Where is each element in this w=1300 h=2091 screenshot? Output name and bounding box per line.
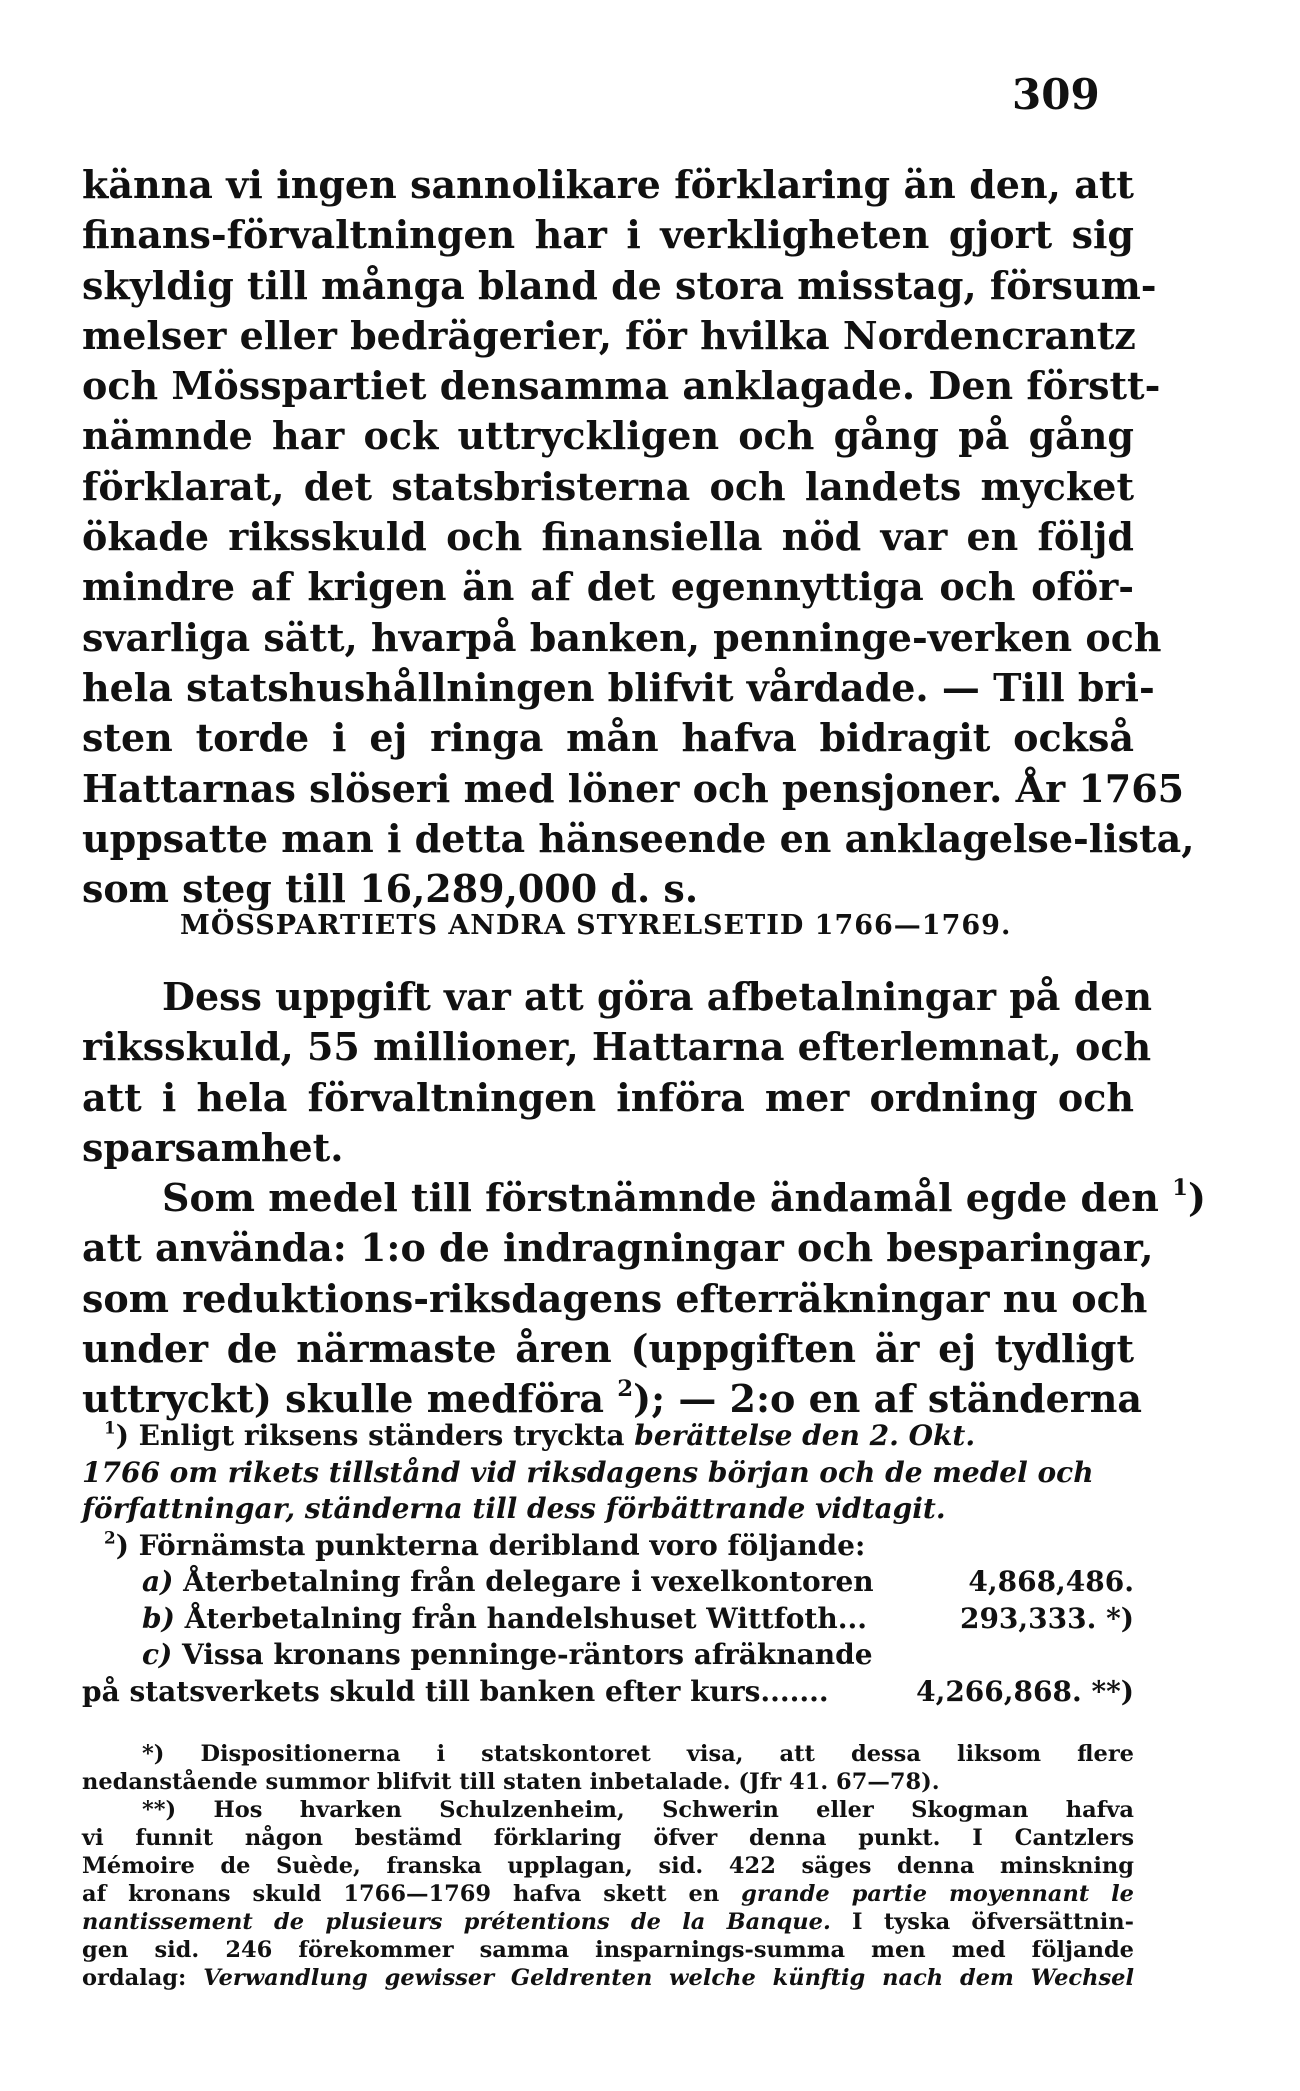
text-run: ); — 2:o en af ständerna [633,1376,1143,1422]
text-run: Återbetalning från handelshuset Wittfoth... [184,1601,867,1635]
subnote-line: gen sid. 246 förekommer samma insparnings-summa men med följande [82,1937,1134,1963]
subnote-line: vi funnit någon bestämd förklaring öfver denna punkt. I Cantzlers [82,1825,1134,1851]
subnote-line [82,1964,1134,1992]
text-line: förklarat, det statsbristerna och landets mycket [82,463,1134,509]
text-line: som steg till 16,289,000 d. s. [82,866,699,912]
footnote-ref: 1 [1172,1175,1188,1202]
footnote-2-line [82,1528,1134,1565]
text-line: nämnde har ock uttryckligen och gång på gång [82,413,1134,459]
subnote-line: Mémoire de Suède, franska upplagan, sid. 422 säges denna minskning [82,1853,1134,1879]
text-line: mindre af krigen än af det egennyttiga och oför- [82,564,1134,610]
text-run: ) Förnämsta punkterna deribland voro följande: [115,1528,866,1562]
text-line: finans-förvaltningen har i verkligheten gjort sig [82,212,1134,258]
text-line: att använda: 1:o de indragningar och besparingar, [82,1225,1154,1271]
subnote-line: **) Hos hvarken Schulzenheim, Schwerin eller Skogman hafva [142,1797,1134,1823]
text-line: svarliga sätt, hvarpå banken, penninge-verken och [82,614,1162,660]
text-run: Återbetalning från delegare i vexelkontoren [183,1565,874,1598]
paragraph-1 [82,160,1195,914]
list-item [82,1601,1134,1638]
list-item-text [142,1564,874,1601]
subnotes [82,1740,1134,1992]
text-line: riksskuld, 55 millioner, Hattarna efterlemnat, och [82,1024,1152,1070]
text-run: grande partie moyennant le [741,1881,1134,1907]
subnote-line: nedanstående summor blifvit till staten inbetalade. (Jfr 41. 67—78). [82,1769,940,1795]
text-line: hela statshushållningen blifvit vårdade. — Till bri- [82,664,1155,710]
footnote-marker: 2 [104,1526,116,1547]
text-line: skyldig till många bland de stora misstag, försum- [82,262,1157,308]
list-item-label: c) [142,1638,173,1671]
footnote-1-line: 1766 om rikets tillstånd vid riksdagens början och de medel och [82,1455,1094,1489]
page-number: 309 [1012,70,1100,119]
list-item-continuation [82,1674,1134,1711]
text-line: sparsamhet. [82,1124,344,1170]
list-item-label: b) [142,1601,175,1635]
text-run: uttryckt) skulle medföra [82,1376,618,1422]
text-run: ordalag: [82,1965,204,1991]
text-line: och Mösspartiet densamma anklagade. Den förstt- [82,363,1161,409]
footnote-1-line [82,1418,1134,1455]
text-line [82,1173,1206,1223]
text-line: ökade riksskuld och finansiella nöd var en följd [82,514,1134,560]
text-line: att i hela förvaltningen införa mer ordning och [82,1074,1134,1120]
text-run: ) [1187,1175,1206,1221]
text-run: I tyska öfversättnin- [830,1909,1134,1935]
footnote-1-line: författningar, ständerna till dess förbättrande vidtagit. [82,1492,946,1525]
list-item-amount: 4,266,868. **) [916,1674,1134,1708]
section-heading: MÖSSPARTIETS ANDRA STYRELSETID 1766—1769. [180,910,1012,941]
text-run: Som medel till förstnämnde ändamål egde den [162,1175,1173,1221]
text-line: sten torde i ej ringa mån hafva bidragit också [82,715,1134,761]
footnotes [82,1418,1134,1710]
text-line: uppsatte man i detta hänseende en anklagelse-lista, [82,815,1195,861]
list-item-text [142,1601,867,1638]
text-run: ) Enligt riksens ständers tryckta [115,1419,635,1452]
list-item-label: a) [142,1565,174,1598]
text-line: Dess uppgift var att göra afbetalningar på den [162,974,1153,1019]
text-line: melser eller bedrägerier, för hvilka Nordencrantz [82,312,1136,358]
list-item-amount: 293,333. *) [959,1601,1134,1635]
footnote-ref: 2 [617,1376,634,1403]
text-run: af kronans skuld 1766—1769 hafva skett en [82,1881,742,1907]
subnote-line: *) Dispositionerna i statskontoret visa, att dessa liksom flere [142,1741,1134,1767]
text-run: berättelse den 2. Okt. [634,1419,976,1452]
text-run: Vissa kronans penninge-räntors afräknande [182,1638,873,1671]
text-line: Hattarnas slöseri med löner och pensjoner. År 1765 [82,765,1185,811]
list-item-amount: 4,868,486. [968,1565,1134,1598]
text-line: känna vi ingen sannolikare förklaring än den, att [82,162,1134,207]
text-line: under de närmaste åren (uppgiften är ej tydligt [82,1326,1134,1372]
text-run: nantissement de plusieurs prétentions de la Banque. [82,1909,831,1935]
list-item [82,1564,1134,1601]
subnote-line [82,1880,1134,1908]
subnote-line [82,1908,1134,1936]
text-run: på statsverkets skuld till banken efter kurs....... [82,1674,829,1708]
list-item [82,1637,1134,1674]
list-item-text [142,1637,873,1674]
text-line: som reduktions-riksdagens efterräkningar nu och [82,1275,1148,1321]
text-run: Verwandlung gewisser Geldrenten welche künftig nach dem Wechsel [203,1965,1134,1991]
paragraph-2 [82,972,1206,1425]
footnote-marker: 1 [104,1417,116,1438]
